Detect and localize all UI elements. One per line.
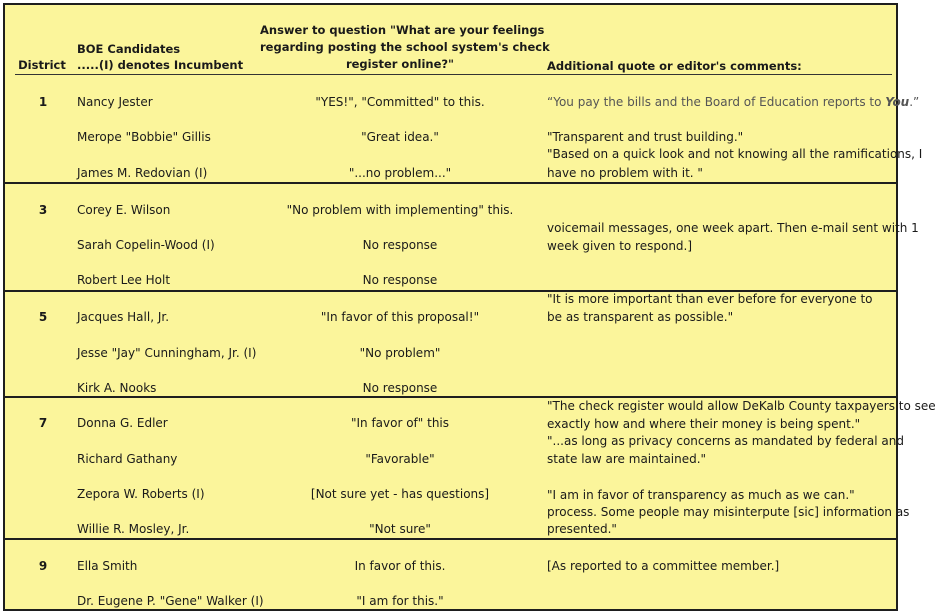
- comment-line: "Transparent and trust building.": [547, 130, 744, 144]
- candidate-answer: "Not sure": [369, 522, 431, 536]
- comment-line: "Based on a quick look and not knowing all the ramifications, I: [547, 147, 923, 161]
- candidate-name: Merope "Bobbie" Gillis: [77, 130, 211, 144]
- candidate-name: Nancy Jester: [77, 95, 153, 109]
- candidate-name: Zepora W. Roberts (I): [77, 487, 205, 501]
- candidate-name: James M. Redovian (I): [77, 166, 208, 180]
- comment-line: voicemail messages, one week apart. Then e-mail sent with 1: [547, 221, 919, 235]
- comment-line: state law are maintained.": [547, 452, 707, 466]
- candidate-answer: In favor of this.: [354, 559, 446, 573]
- header-comments: Additional quote or editor's comments:: [547, 59, 802, 73]
- comment-line: week given to respond.]: [547, 239, 693, 253]
- group-divider: [5, 182, 896, 184]
- candidate-answer: No response: [362, 238, 438, 252]
- candidate-name: Corey E. Wilson: [77, 203, 171, 217]
- header-candidates-line1: BOE Candidates: [77, 42, 181, 56]
- comment-line: process. Some people may misinterpute [sic] information as: [547, 505, 910, 519]
- district-number: 7: [38, 416, 48, 430]
- candidate-answer: "Favorable": [365, 452, 435, 466]
- candidate-name: Richard Gathany: [77, 452, 178, 466]
- comment-line: exactly how and where their money is being spent.": [547, 417, 861, 431]
- group-divider: [5, 538, 896, 540]
- comment-line: have no problem with it. ": [547, 166, 703, 180]
- comment-line: presented.": [547, 522, 617, 536]
- candidate-answer: No response: [362, 381, 438, 395]
- header-answer-line1: Answer to question "What are your feelings: [260, 23, 545, 37]
- candidate-answer: "In favor of" this: [350, 416, 450, 430]
- candidates-table: [3, 3, 936, 611]
- district-number: 3: [38, 203, 48, 217]
- candidate-name: Robert Lee Holt: [77, 273, 171, 287]
- district-number: 1: [38, 95, 48, 109]
- candidate-answer: No response: [362, 273, 438, 287]
- comment-line: “You pay the bills and the Board of Education reports to You.”: [547, 95, 920, 109]
- candidate-name: Dr. Eugene P. "Gene" Walker (I): [77, 594, 264, 608]
- candidate-name: Ella Smith: [77, 559, 138, 573]
- candidate-answer: "No problem with implementing" this.: [286, 203, 514, 217]
- candidate-name: Sarah Copelin-Wood (I): [77, 238, 215, 252]
- header-answer-line3: register online?": [345, 57, 455, 71]
- comment-line: "The check register would allow DeKalb County taxpayers to see: [547, 399, 936, 413]
- candidate-answer: "No problem": [359, 346, 441, 360]
- comment-line: be as transparent as possible.": [547, 310, 734, 324]
- comment-line: [As reported to a committee member.]: [547, 559, 780, 573]
- candidate-answer: "I am for this.": [356, 594, 444, 608]
- district-number: 5: [38, 310, 48, 324]
- candidate-name: Kirk A. Nooks: [77, 381, 157, 395]
- comment-line: "I am in favor of transparency as much as we can.": [547, 488, 855, 502]
- candidate-name: Donna G. Edler: [77, 416, 168, 430]
- candidate-answer: "In favor of this proposal!": [320, 310, 480, 324]
- header-candidates-line2: .....(I) denotes Incumbent: [77, 58, 244, 72]
- candidate-answer: "...no problem...": [348, 166, 452, 180]
- candidate-name: Willie R. Mosley, Jr.: [77, 522, 190, 536]
- comment-line: "It is more important than ever before for everyone to: [547, 292, 873, 306]
- candidate-answer: [Not sure yet - has questions]: [310, 487, 490, 501]
- district-number: 9: [38, 559, 48, 573]
- comment-line: "...as long as privacy concerns as mandated by federal and: [547, 434, 904, 448]
- header-answer-line2: regarding posting the school system's check: [260, 40, 550, 54]
- candidate-name: Jesse "Jay" Cunningham, Jr. (I): [77, 346, 257, 360]
- header-district: District: [18, 58, 66, 72]
- candidate-name: Jacques Hall, Jr.: [77, 310, 170, 324]
- header-divider: [15, 74, 892, 75]
- candidate-answer: "YES!", "Committed" to this.: [315, 95, 485, 109]
- candidate-answer: "Great idea.": [361, 130, 439, 144]
- comment-emphasis: You: [885, 95, 910, 109]
